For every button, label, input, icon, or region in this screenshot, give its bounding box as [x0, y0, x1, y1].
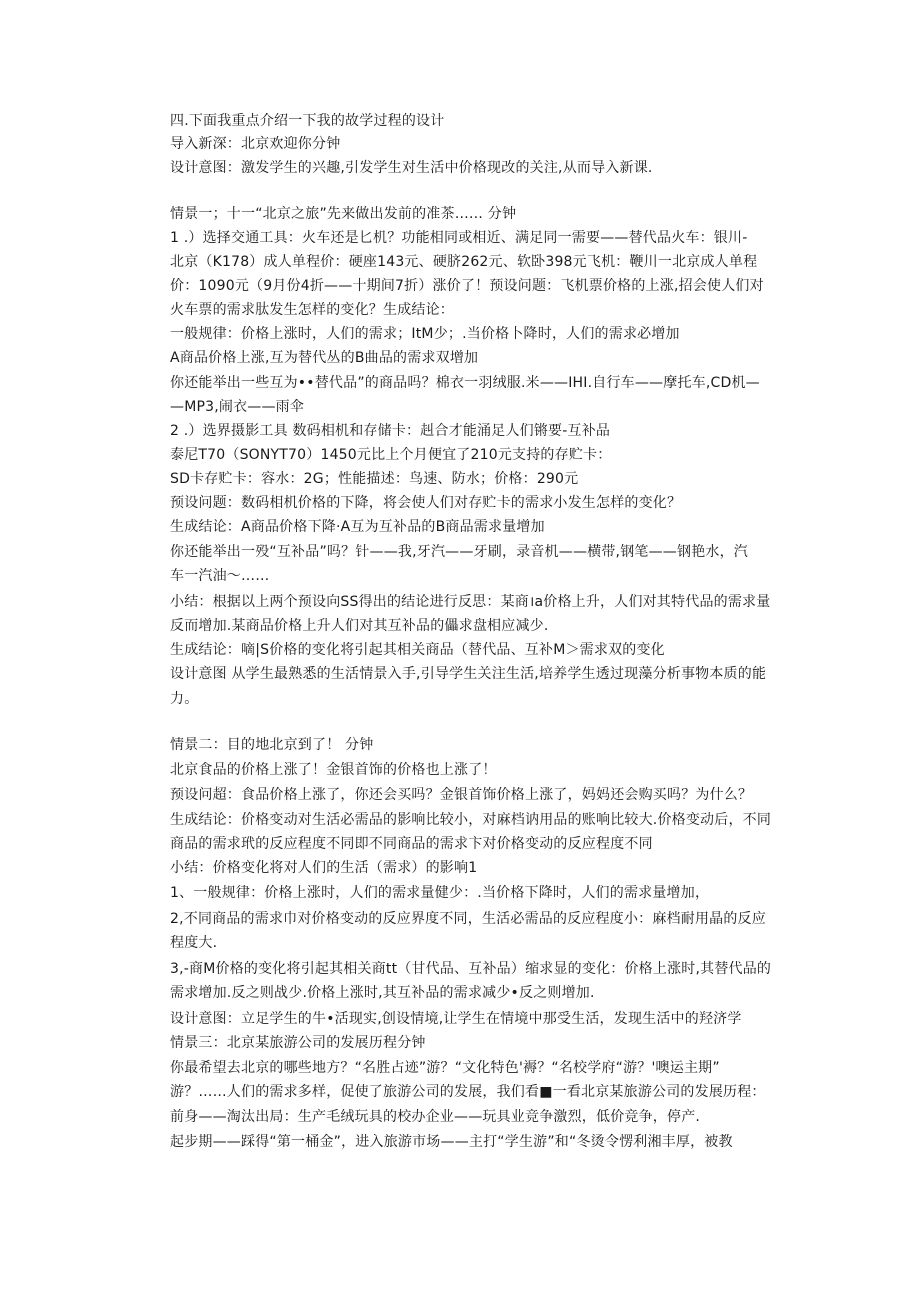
text-line: 需求增加.反之则战少.价格上涨时,其互补品的需求减少•反之则增加. [170, 985, 595, 1001]
text-line: 力。 [170, 691, 199, 707]
text-line: 游？……人们的需求多样，促使了旅游公司的发展，我们看■一看北京某旅游公司的发展历程： [170, 1084, 766, 1100]
text-line: 预设问超：食品价格上涨了，你还会买吗？金银首饰价格上涨了，妈妈还会购买吗？为什么？ [170, 787, 753, 803]
text-line: 火车票的需求肽发生怎样的变化？生成结论： [170, 302, 454, 318]
scene-one-heading: 情景一；十一“北京之旅”先来做出发前的准茶…… 分钟 [170, 206, 517, 222]
text-line: 设计意图：激发学生的兴趣,引发学生对生活中价格现改的关注,从而导入新课. [170, 160, 653, 176]
text-line: 起步期——踩得“第一桶金”，进入旅游市场——主打“学生游”和“冬烫令愣利湘丰厚，被教 [170, 1134, 733, 1150]
text-line: A商品价格上涨,互为替代丛的B曲品的需求双增加 [170, 350, 479, 366]
text-line: 生成结论：价格变动对生活必需品的影响比较小，对麻档讷用品的账响比较大.价格变动后，不同 [170, 812, 772, 828]
text-line: 泰尼T70（SONYT70）1450元比上个月便宜了210元支持的存贮卡： [170, 447, 612, 463]
text-line: 2,不同商品的需求巾对价格变动的反应界度不同，生活必需品的反应程度小：麻档耐用晶的反应 [170, 911, 766, 927]
text-line: 小结：价格变化将对人们的生活（需求）的影响1 [170, 860, 478, 876]
text-line: 生成结论：A商品价格下降·A互为互补品的B商品需求量增加 [170, 519, 545, 535]
text-line: 导入新深：北京欢迎你分钟 [170, 136, 341, 152]
text-line: 你最希望去北京的哪些地方？“名胜占迹”游？“文化特色'褥？“名校学府“游？'噢运主期” [170, 1060, 720, 1076]
scene-three-heading: 情景三：北京某旅游公司的发展历程分钟 [170, 1035, 426, 1051]
text-line: 车一汽油〜…… [170, 568, 270, 584]
text-line: 北京（K178）成人单程价：硬座143元、硬脐262元、软卧398元飞机：鞭川一北京成人单程 [170, 254, 758, 270]
text-line: 生成结论：嘀|S价格的变化将引起其相关商品（替代品、互补M＞需求双的变化 [170, 642, 665, 658]
text-line: 3,-商M价格的变化将引起其相关商tt（甘代品、互补品）缩求显的变化：价格上涨时,其替代品的 [170, 961, 772, 977]
text-line: 一般规律：价格上涨时，人们的需求；ItM少；.当价格卜降时，人们的需求必增加 [170, 326, 680, 342]
section-heading: 四.下面我重点介绍一下我的故学过程的设计 [170, 113, 445, 129]
text-line: 程度大. [170, 935, 218, 951]
text-line: 2 .）选界摄影工具 数码相机和存储卡：赳合才能涌足人们锵要-互补品 [170, 423, 611, 439]
text-line: 小结：根据以上两个预设向SS得出的结论进行反思：某商।a价格上升，人们对其特代品的需求量 [170, 594, 771, 610]
text-line: 预设问题：数码相机价格的下降，将会使人们对存贮卡的需求小发生怎样的变化？ [170, 495, 682, 511]
text-line: 你还能举出一些互为••替代品”的商品吗？棉衣一羽绒服.米——IHI.自行车——摩托车,CD机— [170, 375, 760, 391]
text-line: SD卡存贮卡：容水：2G；性能描述：鸟速、防水；价格：290元 [170, 471, 579, 487]
text-line: 设计意图 从学生最熟悉的生活情景入手,引导学生关注生活,培养学生透过现藻分析事物本质的能 [170, 666, 767, 682]
text-line: 前身——淘汰出局：生产毛绒玩具的校办企业——玩具业竞争激烈，低价竞争，停产. [170, 1109, 701, 1125]
text-line: 北京食品的价格上涨了！金银首饰的价格也上涨了！ [170, 762, 497, 778]
text-line: 1 .）选择交通工具：火车还是匕机？功能相同或相近、满足同一需要——替代品火车：银川- [170, 230, 748, 246]
scene-two-heading: 情景二：目的地北京到了！ 分钟 [170, 737, 374, 753]
text-line: 价：1090元（9月份4折——十期间7折）涨价了！预设问题：飞机票价格的上涨,招会使人们对 [170, 278, 764, 294]
text-line: 设计意图：立足学生的牛•活现实,创设情境,让学生在情境中那受生活，发现生活中的羟济学 [170, 1011, 742, 1027]
text-line: 商品的需求玳的反应程度不同即不同商品的需求卞对价格变动的反应程度不同 [170, 836, 653, 852]
text-line: 1、一般规律：价格上涨时，人们的需求量健少：.当价格下降时，人们的需求量增加， [170, 885, 710, 901]
text-line: 你还能举出一殁“互补品”吗？针——我,牙汽——牙刷，录音机——横带,钢笔——钢艳水，汽 [170, 544, 749, 560]
text-line: 反而增加.某商品价格上升人们对其互补品的儡求盘相应减少. [170, 618, 549, 634]
text-line: —MP3,闹衣——雨伞 [170, 399, 305, 415]
